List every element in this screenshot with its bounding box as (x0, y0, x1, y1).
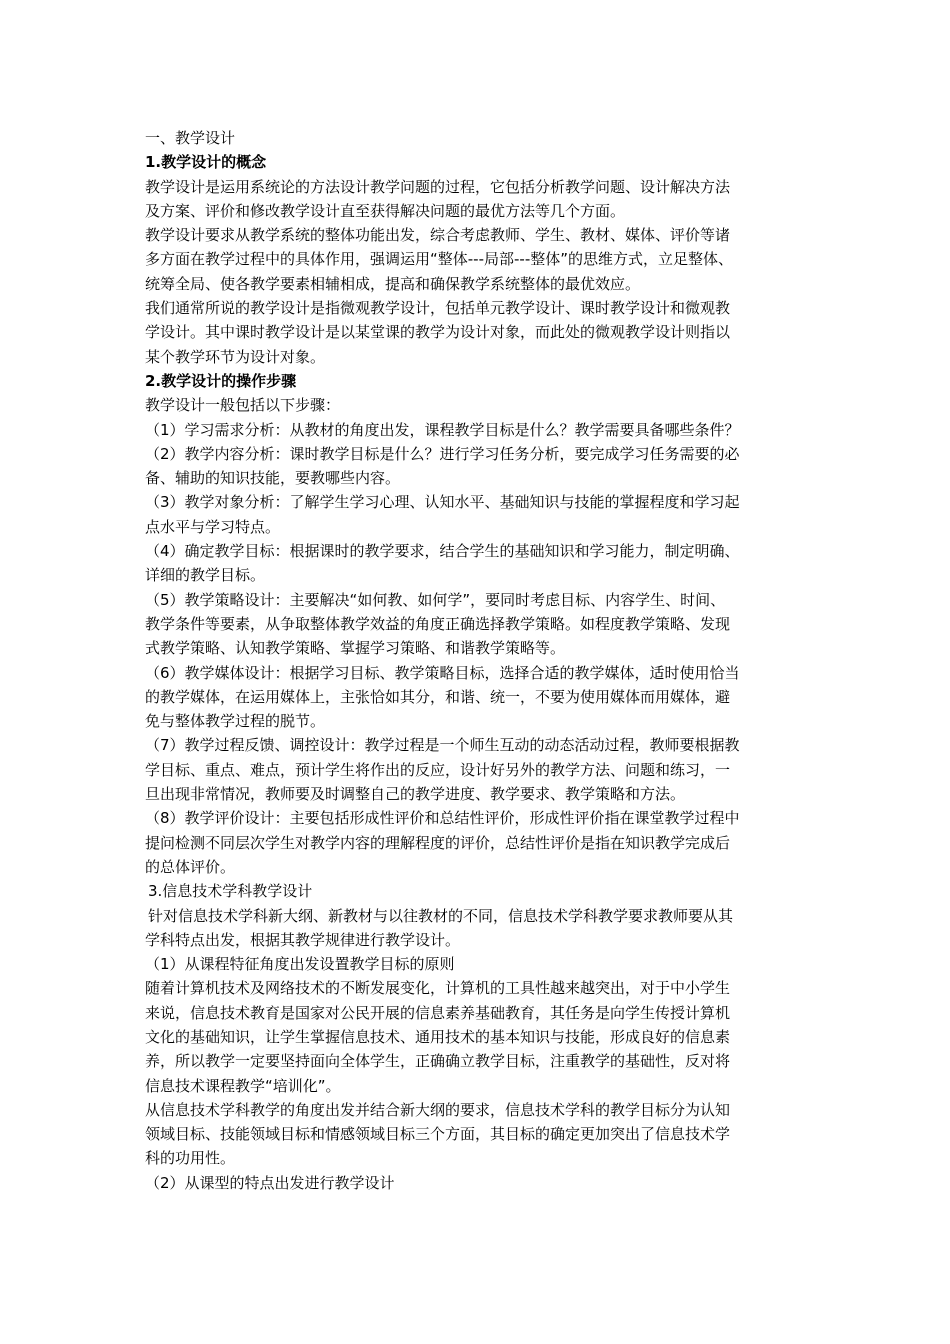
text-line: 领域目标、技能领域目标和情感领域目标三个方面，其目标的确定更加突出了信息技术学 (145, 1125, 731, 1144)
text-line: 点水平与学习特点。 (145, 517, 281, 536)
subsection-heading: 2.教学设计的操作步骤 (145, 371, 297, 390)
text-line: 养，所以教学一定要坚持面向全体学生，正确确立教学目标，注重教学的基础性，反对将 (145, 1052, 731, 1071)
text-line: 旦出现非常情况，教师要及时调整自己的教学进度、教学要求、教学策略和方法。 (145, 785, 686, 804)
text-line: 从信息技术学科教学的角度出发并结合新大纲的要求，信息技术学科的教学目标分为认知 (145, 1100, 731, 1119)
text-line: 免与整体教学过程的脱节。 (145, 712, 326, 731)
section-heading: 一、教学设计 (145, 129, 236, 147)
text-line: 教学设计一般包括以下步骤： (145, 396, 341, 415)
list-item-line: （2）教学内容分析：课时教学目标是什么？进行学习任务分析，要完成学习任务需要的必 (145, 444, 740, 463)
text-line: 我们通常所说的教学设计是指微观教学设计，包括单元教学设计、课时教学设计和微观教 (145, 299, 731, 318)
text-line: 统筹全局、使各教学要素相辅相成，提高和确保教学系统整体的最优效应。 (145, 274, 641, 293)
list-item-line: （8）教学评价设计：主要包括形成性评价和总结性评价，形成性评价指在课堂教学过程中 (145, 809, 740, 828)
text-line: 针对信息技术学科新大纲、新教材与以往教材的不同，信息技术学科教学要求教师要从其 (148, 906, 734, 925)
list-item-line: （7）教学过程反馈、调控设计：教学过程是一个师生互动的动态活动过程，教师要根据教 (145, 736, 740, 755)
text-line: 多方面在教学过程中的具体作用，强调运用“整体---局部---整体”的思维方式，立足整体、 (145, 250, 734, 269)
list-item-line: （1）从课程特征角度出发设置教学目标的原则 (145, 955, 455, 974)
subsection-heading: 1.教学设计的概念 (145, 153, 267, 172)
list-item-line: （4）确定教学目标：根据课时的教学要求，结合学生的基础知识和学习能力，制定明确、 (145, 542, 740, 561)
text-line: 某个教学环节为设计对象。 (145, 347, 326, 366)
list-item-line: （1）学习需求分析：从教材的角度出发，课程教学目标是什么？教学需要具备哪些条件？ (145, 420, 740, 439)
text-line: 备、辅助的知识技能，要教哪些内容。 (145, 469, 401, 488)
text-line: 学设计。其中课时教学设计是以某堂课的教学为设计对象，而此处的微观教学设计则指以 (145, 323, 731, 342)
text-line: 的教学媒体，在运用媒体上，主张恰如其分，和谐、统一，不要为使用媒体而用媒体，避 (145, 687, 731, 706)
list-item-line: （2）从课型的特点出发进行教学设计 (145, 1173, 395, 1192)
text-line: 来说，信息技术教育是国家对公民开展的信息素养基础教育，其任务是向学生传授计算机 (145, 1003, 731, 1022)
text-line: 随着计算机技术及网络技术的不断发展变化，计算机的工具性越来越突出，对于中小学生 (145, 979, 731, 998)
text-line: 教学条件等要素，从争取整体教学效益的角度正确选择教学策略。如程度教学策略、发现 (145, 614, 731, 633)
text-line: 教学设计要求从教学系统的整体功能出发，综合考虑教师、学生、教材、媒体、评价等诸 (145, 226, 731, 245)
text-line: 文化的基础知识，让学生掌握信息技术、通用技术的基本知识与技能，形成良好的信息素 (145, 1027, 731, 1046)
document-page (145, 126, 815, 1195)
text-line: 学科特点出发，根据其教学规律进行教学设计。 (145, 930, 461, 949)
list-item-line: （5）教学策略设计：主要解决“如何教、如何学”，要同时考虑目标、内容学生、时间、 (145, 590, 726, 609)
text-line: 详细的教学目标。 (145, 566, 266, 585)
text-line: 科的功用性。 (145, 1149, 236, 1168)
text-line: 学目标、重点、难点，预计学生将作出的反应，设计好另外的教学方法、问题和练习，一 (145, 760, 731, 779)
text-line: 的总体评价。 (145, 857, 236, 876)
text-line: 提问检测不同层次学生对教学内容的理解程度的评价，总结性评价是指在知识教学完成后 (145, 833, 731, 852)
text-line: 及方案、评价和修改教学设计直至获得解决问题的最优方法等几个方面。 (145, 201, 626, 220)
text-line: 式教学策略、认知教学策略、掌握学习策略、和谐教学策略等。 (145, 639, 566, 658)
list-item-line: （3）教学对象分析：了解学生学习心理、认知水平、基础知识与技能的掌握程度和学习起 (145, 493, 740, 512)
text-line: 信息技术课程教学“培训化”。 (145, 1076, 341, 1095)
list-item-line: （6）教学媒体设计：根据学习目标、教学策略目标，选择合适的教学媒体，适时使用恰当 (145, 663, 740, 682)
text-line: 教学设计是运用系统论的方法设计教学问题的过程，它包括分析教学问题、设计解决方法 (145, 177, 731, 196)
subsection-heading: 3.信息技术学科教学设计 (148, 882, 313, 901)
